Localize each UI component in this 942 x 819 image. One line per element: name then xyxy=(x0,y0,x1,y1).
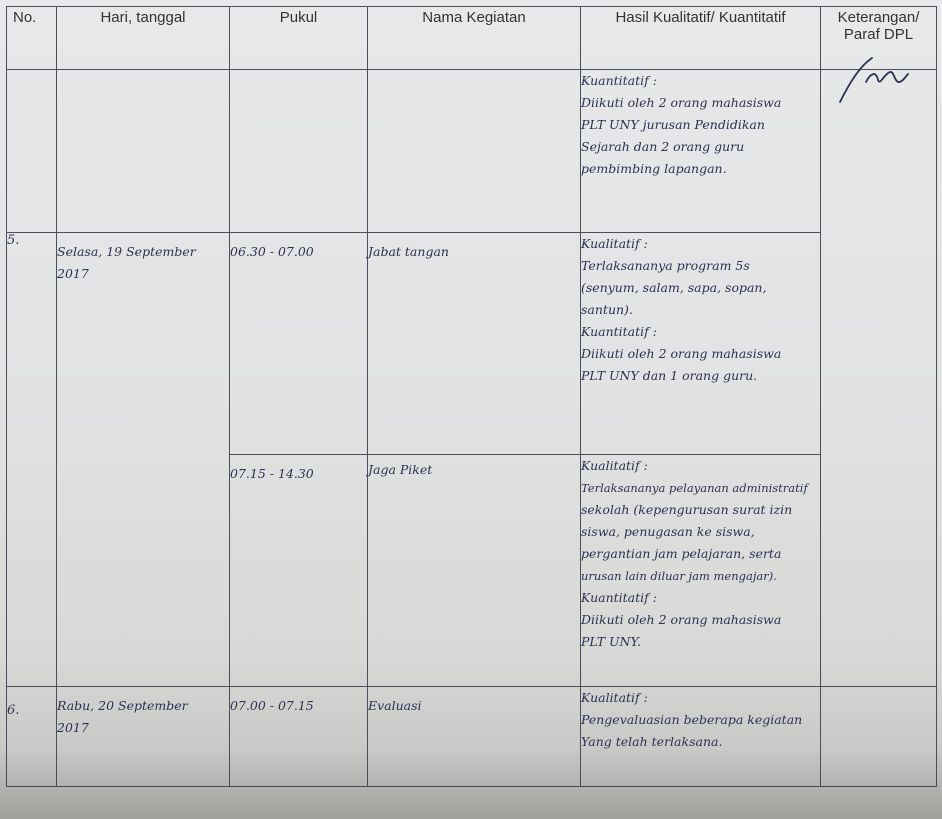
cell-result-5b xyxy=(581,455,821,687)
cell-time-empty xyxy=(230,70,368,233)
cell-note-empty xyxy=(821,687,937,787)
cell-activity-empty xyxy=(368,70,581,233)
cell-date-empty xyxy=(57,70,230,233)
result-line: Diikuti oleh 2 orang mahasiswa xyxy=(581,346,782,361)
result-line: Kualitatif : xyxy=(581,236,648,251)
result-line: urusan lain diluar jam mengajar). xyxy=(581,569,777,583)
date-line: Selasa, 19 September xyxy=(57,244,196,259)
cell-result-5a xyxy=(581,233,821,455)
cell-no-empty xyxy=(7,70,57,233)
result-line: Terlaksananya program 5s xyxy=(581,258,750,273)
result-line: Diikuti oleh 2 orang mahasiswa xyxy=(581,612,782,627)
header-note-line2: Paraf DPL xyxy=(843,26,914,43)
header-result: Hasil Kualitatif/ Kuantitatif xyxy=(581,7,821,70)
cell-date-5 xyxy=(57,233,230,687)
cell-time-5b: 07.15 - 14.30 xyxy=(230,455,368,687)
result-line: Kuantitatif : xyxy=(581,324,657,339)
date-line: 2017 xyxy=(57,266,89,281)
cell-no-6: 6. xyxy=(7,687,57,787)
cell-date-6 xyxy=(57,687,230,787)
result-line: Yang telah terlaksana. xyxy=(581,734,723,749)
header-time: Pukul xyxy=(230,7,368,70)
header-activity: Nama Kegiatan xyxy=(368,7,581,70)
cell-no-5: 5. xyxy=(7,233,57,687)
result-line: santun). xyxy=(581,302,633,317)
result-line: Kualitatif : xyxy=(581,458,648,473)
result-line: pembimbing lapangan. xyxy=(581,161,727,176)
result-line: siswa, penugasan ke siswa, xyxy=(581,524,755,539)
cell-note-signature xyxy=(821,70,937,687)
cell-result-6 xyxy=(581,687,821,787)
result-line: sekolah (kepengurusan surat izin xyxy=(581,502,793,517)
header-date: Hari, tanggal xyxy=(57,7,230,70)
result-line: Pengevaluasian beberapa kegiatan xyxy=(581,712,803,727)
result-line: Terlaksananya pelayanan administratif xyxy=(581,481,808,495)
result-line: PLT UNY dan 1 orang guru. xyxy=(581,368,758,383)
header-row xyxy=(7,7,937,70)
result-line: PLT UNY jurusan Pendidikan xyxy=(581,117,765,132)
date-line: Rabu, 20 September xyxy=(57,698,188,713)
result-line: Kualitatif : xyxy=(581,690,648,705)
table-row-6 xyxy=(7,687,937,787)
cell-time-6: 07.00 - 07.15 xyxy=(230,687,368,787)
result-line: Kuantitatif : xyxy=(581,590,657,605)
result-line: Diikuti oleh 2 orang mahasiswa xyxy=(581,95,782,110)
result-line: pergantian jam pelajaran, serta xyxy=(581,546,782,561)
date-line: 2017 xyxy=(57,720,89,735)
cell-time-5a: 06.30 - 07.00 xyxy=(230,233,368,455)
result-line: (senyum, salam, sapa, sopan, xyxy=(581,280,767,295)
cell-activity-5a: Jabat tangan xyxy=(368,233,581,455)
result-line: PLT UNY. xyxy=(581,634,642,649)
result-line: Kuantitatif : xyxy=(581,73,657,88)
cell-activity-6: Evaluasi xyxy=(368,687,581,787)
header-no: No. xyxy=(7,7,57,70)
table-row-continued xyxy=(7,70,937,233)
cell-result-continued xyxy=(581,70,821,233)
signature-mark xyxy=(832,52,912,112)
table-row-5a xyxy=(7,233,937,455)
header-note-line1: Keterangan/ xyxy=(837,9,920,26)
result-line: Sejarah dan 2 orang guru xyxy=(581,139,745,154)
activity-log-table xyxy=(6,6,937,787)
cell-activity-5b: Jaga Piket xyxy=(368,455,581,687)
